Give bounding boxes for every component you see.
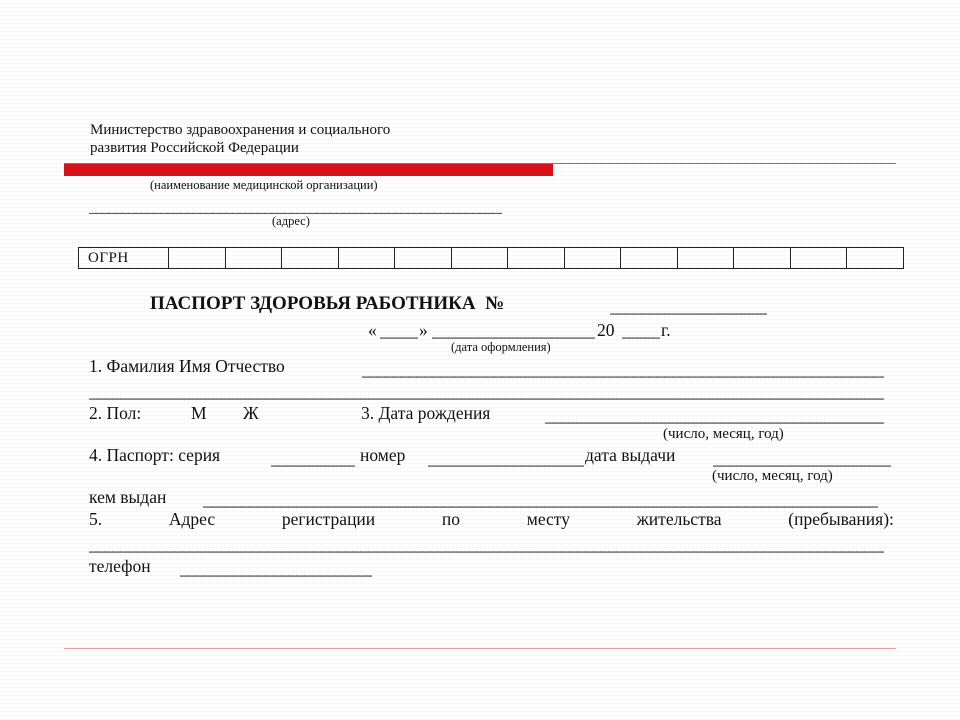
address-word: месту	[526, 509, 570, 529]
address-word: регистрации	[281, 509, 376, 529]
ogrn-cell[interactable]	[734, 248, 791, 269]
passport-number-field[interactable]	[428, 448, 584, 468]
sex-female[interactable]: Ж	[243, 403, 259, 423]
date-day-blank[interactable]	[380, 320, 418, 340]
red-accent-bar	[64, 164, 553, 176]
passport-issue-label: дата выдачи	[585, 445, 676, 465]
fio-blank[interactable]	[362, 359, 884, 379]
date-year-prefix: 20	[597, 320, 615, 340]
date-caption: (дата оформления)	[451, 340, 551, 354]
ogrn-cell[interactable]	[564, 248, 621, 269]
bottom-accent-line	[64, 648, 896, 649]
dob-label: 3. Дата рождения	[361, 403, 491, 423]
ogrn-cell[interactable]	[338, 248, 395, 269]
dob-caption: (число, месяц, год)	[663, 426, 784, 442]
passport-issue-blank[interactable]	[713, 448, 891, 468]
phone-blank[interactable]	[180, 558, 372, 578]
date-year-suffix: г.	[661, 320, 671, 340]
address-word: 5.	[89, 509, 103, 529]
org-name-caption: (наименование медицинской организации)	[150, 178, 378, 192]
ogrn-cell[interactable]	[847, 248, 904, 269]
passport-number-blank[interactable]	[610, 296, 767, 316]
registration-address-blank[interactable]	[89, 534, 884, 554]
ogrn-cell[interactable]	[395, 248, 452, 269]
sex-label: 2. Пол:	[89, 403, 142, 423]
address-caption: (адрес)	[272, 214, 310, 228]
issued-by-label: кем выдан	[89, 487, 167, 507]
address-word: (пребывания):	[788, 509, 894, 529]
fio-blank-2[interactable]	[89, 381, 884, 401]
passport-number-label: номер	[360, 445, 406, 465]
ogrn-cell[interactable]	[677, 248, 734, 269]
sex-male[interactable]: М	[191, 403, 207, 423]
ogrn-cell[interactable]	[451, 248, 508, 269]
address-word: по	[441, 509, 461, 529]
ogrn-cell[interactable]	[508, 248, 565, 269]
address-word: жительства	[636, 509, 722, 529]
passport-series-label: 4. Паспорт: серия	[89, 445, 221, 465]
ogrn-label: ОГРН	[79, 248, 169, 269]
ministry-line-1: Министерство здравоохранения и социального	[90, 122, 391, 138]
dob-blank[interactable]	[545, 405, 884, 425]
ogrn-cell[interactable]	[790, 248, 847, 269]
ogrn-table	[78, 247, 904, 269]
passport-title: ПАСПОРТ ЗДОРОВЬЯ РАБОТНИКА №	[150, 293, 505, 314]
fio-label: 1. Фамилия Имя Отчество	[89, 356, 285, 376]
date-close-quote: »	[419, 320, 428, 340]
address-line	[89, 509, 894, 529]
ministry-line-2: развития Российской Федерации	[90, 140, 299, 156]
ogrn-cell[interactable]	[282, 248, 339, 269]
date-year-blank[interactable]	[622, 320, 660, 340]
issued-by-blank[interactable]	[203, 489, 878, 509]
date-month-blank[interactable]	[432, 320, 595, 340]
date-open-quote: «	[368, 320, 377, 340]
ogrn-cell[interactable]	[621, 248, 678, 269]
issue-caption: (число, месяц, год)	[712, 468, 833, 484]
phone-label: телефон	[89, 556, 151, 576]
address-word: Адрес	[168, 509, 216, 529]
passport-series-blank[interactable]	[271, 448, 355, 468]
ogrn-cell[interactable]	[225, 248, 282, 269]
ogrn-cell[interactable]	[169, 248, 226, 269]
